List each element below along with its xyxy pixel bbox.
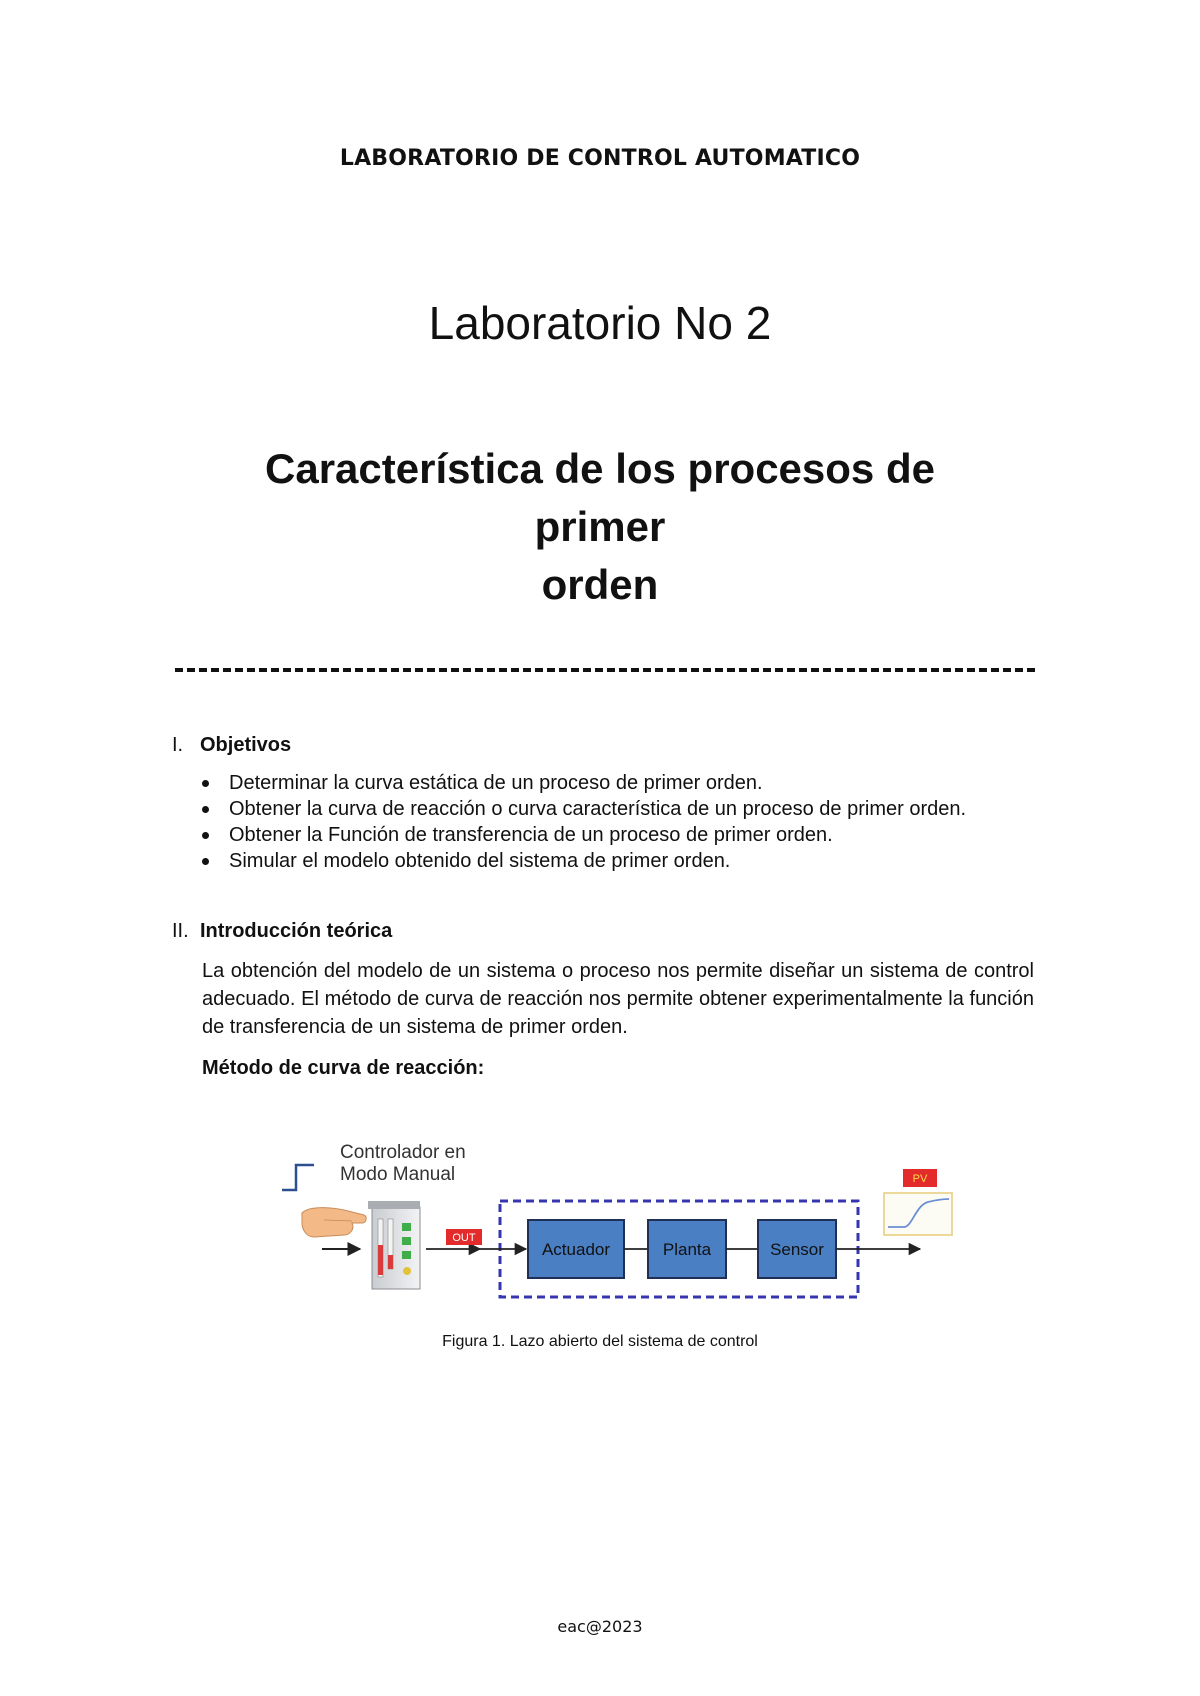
objectives-list (202, 770, 966, 874)
actuator-label: Actuador (541, 1240, 611, 1259)
plant-label: Planta (662, 1240, 712, 1259)
section-objetivos-heading (172, 734, 291, 757)
controller-label-line1: Controlador en (340, 1142, 466, 1163)
list-item: Obtener la Función de transferencia de un proceso de primer orden. (202, 822, 966, 848)
list-item: Simular el modelo obtenido del sistema de primer orden. (202, 848, 966, 874)
sensor-label: Sensor (770, 1240, 824, 1259)
pv-badge-label: PV (912, 1173, 928, 1185)
figure-caption: Figura 1. Lazo abierto del sistema de control (442, 1333, 758, 1350)
section-title: Objetivos (200, 734, 292, 756)
open-loop-diagram (280, 1125, 970, 1305)
list-item: Determinar la curva estática de un proceso de primer orden. (202, 770, 966, 796)
lab-number: Laboratorio No 2 (428, 297, 772, 349)
section-number: II. (172, 920, 189, 942)
section-title: Introducción teórica (200, 920, 393, 942)
dashed-divider (175, 668, 1035, 672)
intro-paragraph: La obtención del modelo de un sistema o proceso nos permite diseñar un sistema de control adecuado. El método de curva de reacción nos permite obtener experimentalmente la función de transferencia de un sistema de primer orden. (202, 960, 1034, 1038)
document-title (200, 440, 1000, 614)
controller-label-line2: Modo Manual (340, 1164, 456, 1185)
out-badge-label: OUT (452, 1232, 476, 1244)
section-intro-heading (172, 920, 392, 943)
title-line-2: orden (541, 561, 659, 608)
controller-device-icon (368, 1201, 420, 1289)
title-line-1: Característica de los procesos de primer (265, 445, 935, 550)
list-item: Obtener la curva de reacción o curva característica de un proceso de primer orden. (202, 796, 966, 822)
document-header: LABORATORIO DE CONTROL AUTOMATICO (339, 146, 861, 171)
page-footer: eac@2023 (557, 1617, 643, 1636)
step-input-icon (282, 1165, 314, 1190)
hand-icon (302, 1208, 366, 1237)
method-subheading: Método de curva de reacción: (202, 1057, 485, 1079)
section-number: I. (172, 734, 184, 756)
